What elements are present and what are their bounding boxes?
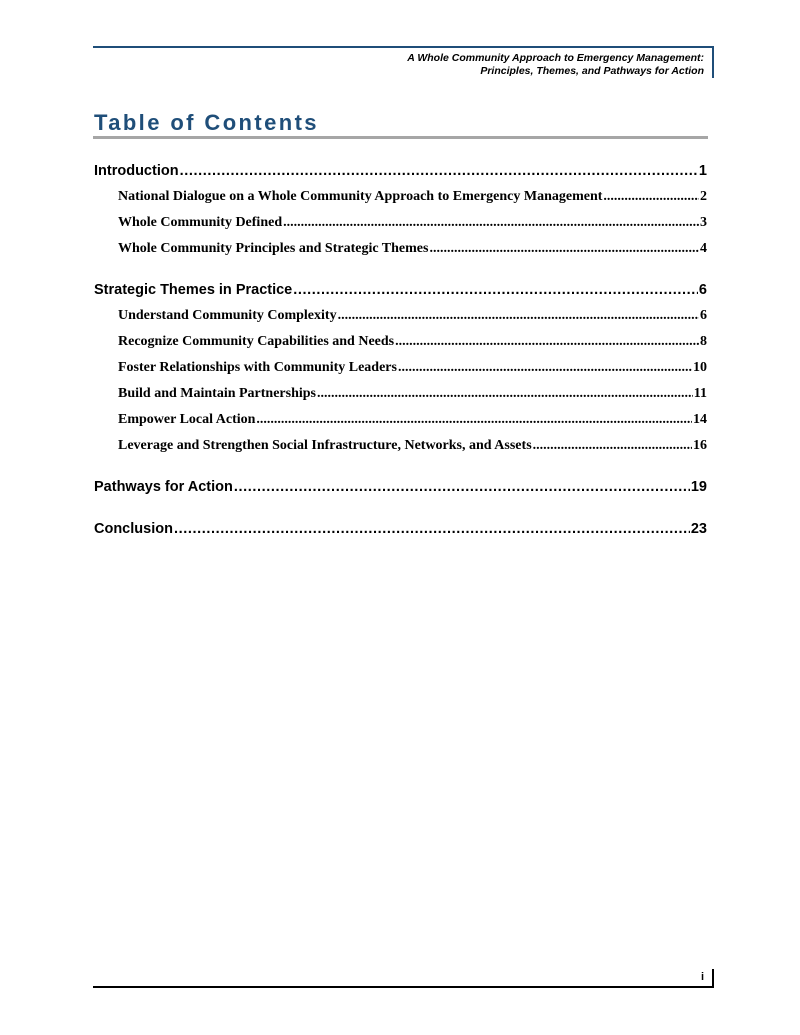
toc-entry-label: Whole Community Defined — [118, 215, 283, 230]
toc-entry-national-dialogue[interactable] — [118, 189, 707, 205]
toc-entry-label: Foster Relationships with Community Leaders — [118, 360, 397, 375]
toc-entry-page: 8 — [700, 334, 707, 349]
toc-leader-dots — [395, 334, 699, 350]
toc-entry-conclusion[interactable] — [94, 521, 707, 537]
toc-entry-principles-themes[interactable] — [118, 241, 707, 257]
toc-entry-page: 11 — [693, 386, 707, 401]
toc-leader-dots — [429, 241, 699, 257]
toc-entry-pathways-for-action[interactable] — [94, 479, 707, 495]
toc-entry-page: 16 — [693, 438, 707, 453]
toc-leader-dots — [533, 438, 692, 454]
toc-entry-foster-relationships[interactable] — [118, 360, 707, 376]
toc-entry-label: Recognize Community Capabilities and Needs — [118, 334, 395, 349]
toc-entry-understand-complexity[interactable] — [118, 308, 707, 324]
toc-leader-dots — [317, 386, 693, 402]
toc-leader-dots — [256, 412, 692, 428]
toc-entry-page: 23 — [690, 521, 707, 537]
running-header — [93, 46, 714, 78]
toc-entry-recognize-capabilities[interactable] — [118, 334, 707, 350]
toc-leader-dots — [398, 360, 692, 376]
toc-leader-dots — [174, 521, 690, 537]
header-line-2: Principles, Themes, and Pathways for Action — [480, 65, 704, 77]
toc-entry-strategic-themes[interactable] — [94, 282, 707, 298]
toc-entry-page: 3 — [700, 215, 707, 230]
toc-entry-leverage-infrastructure[interactable] — [118, 438, 707, 454]
toc-entry-label: National Dialogue on a Whole Community Approach to Emergency Management — [118, 189, 603, 204]
page-title: Table of Contents — [94, 110, 319, 135]
page-number: i — [700, 971, 704, 983]
running-footer — [93, 969, 714, 988]
toc-entry-page: 19 — [690, 479, 707, 495]
toc-entry-label: Introduction — [94, 163, 179, 179]
toc-entry-label: Leverage and Strengthen Social Infrastructure, Networks, and Assets — [118, 438, 532, 453]
toc-entry-page: 6 — [700, 308, 707, 323]
toc-entry-whole-community-defined[interactable] — [118, 215, 707, 231]
toc-leader-dots — [234, 479, 690, 495]
toc-entry-label: Empower Local Action — [118, 412, 256, 427]
toc-entry-introduction[interactable] — [94, 163, 707, 179]
toc-entry-page: 1 — [698, 163, 707, 179]
toc-entry-label: Pathways for Action — [94, 479, 233, 495]
toc-entry-page: 4 — [700, 241, 707, 256]
toc-entry-page: 2 — [700, 189, 707, 204]
header-line-1: A Whole Community Approach to Emergency Management: — [407, 52, 704, 64]
running-header-text — [407, 52, 704, 78]
title-rule — [93, 136, 708, 139]
toc-entry-build-partnerships[interactable] — [118, 386, 707, 402]
toc-entry-empower-local-action[interactable] — [118, 412, 707, 428]
toc-entry-label: Understand Community Complexity — [118, 308, 337, 323]
toc-leader-dots — [293, 282, 698, 298]
toc-entry-label: Strategic Themes in Practice — [94, 282, 293, 298]
toc-leader-dots — [338, 308, 699, 324]
toc-entry-label: Build and Maintain Partnerships — [118, 386, 316, 401]
toc-entry-page: 10 — [693, 360, 707, 375]
toc-entry-label: Whole Community Principles and Strategic Themes — [118, 241, 429, 256]
toc-entry-page: 14 — [693, 412, 707, 427]
toc-leader-dots — [603, 189, 699, 205]
toc-leader-dots — [283, 215, 699, 231]
toc-entry-label: Conclusion — [94, 521, 173, 537]
toc-leader-dots — [180, 163, 698, 179]
toc-entry-page: 6 — [698, 282, 707, 298]
